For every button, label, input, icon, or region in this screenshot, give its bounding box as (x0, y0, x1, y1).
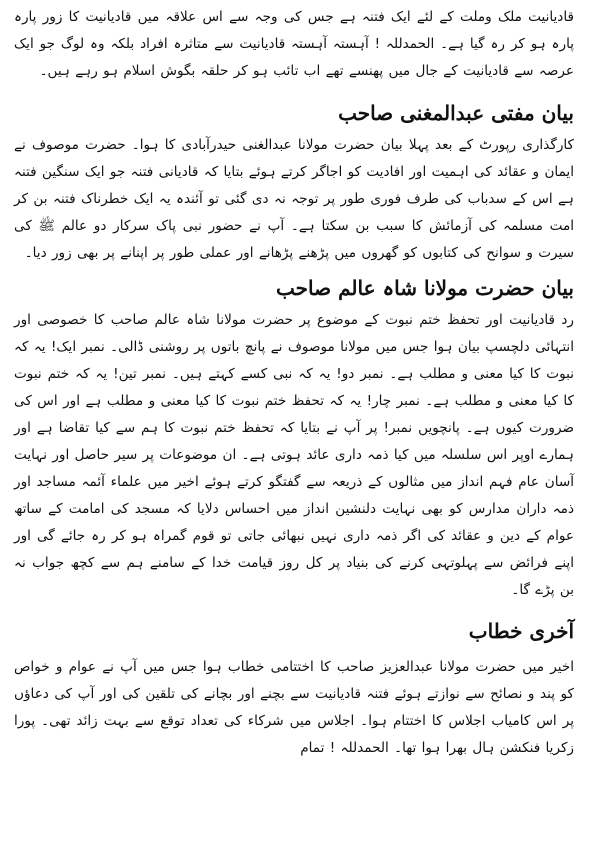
heading-shah-alam: بیان حضرت مولانا شاہ عالم صاحب (276, 276, 574, 300)
heading-final-address: آخری خطاب (468, 619, 574, 643)
shah-alam-speech-paragraph: رد قادیانیت اور تحفظ ختم نبوت کے موضوع پر حضرت مولانا شاہ عالم صاحب کا خصوصی اور انتہائی دلچسپ بیان ہوا جس میں مولانا موصوف نے پانچ باتوں پر روشنی ڈالی۔ نمبر ایک! یہ کہ نبوت کا کیا معنی و مطلب ہے۔ نمبر دو! یہ کہ نبی کسے کہتے ہیں۔ نمبر تین! یہ کہ ختم نبوت کا کیا معنی و مطلب ہے۔ نمبر چار! یہ کہ تحفظ ختم نبوت کا کیا معنی و مطلب ہے اور اس کی ضرورت کیوں ہے۔ پانچویں نمبر! پر آپ نے بتایا کہ تحفظ ختم نبوت کا ہم سے کیا تقاضا ہے اور ہمارے اوپر اس سلسلہ میں کیا ذمہ داری عائد ہوتی ہے۔ ان موضوعات پر سیر حاصل اور نہایت آسان عام فہم انداز میں مثالوں کے ذریعہ سے گفتگو کرتے ہوئے اخیر میں علماء آئمہ مساجد اور ذمہ داران مدارس کو بھی نہایت دلنشین انداز میں احساس دلایا کہ مسجد کی امامت کے ساتھ عوام کے دین و عقائد کی اگر ذمہ داری نہیں نبھائی جاتی تو قوم گمراہ ہو کر رہ جائے گی اور اپنے فرائض سے پہلوتہی کرنے کی بنیاد پر کل روز قیامت خدا کے سامنے ہم سے کچھ جواب نہ بن پڑے گا۔ (14, 312, 574, 598)
mufti-speech-paragraph: کارگذاری رپورٹ کے بعد پہلا بیان حضرت مولانا عبدالغنی حیدرآبادی کا ہوا۔ حضرت موصوف نے ایمان و عقائد کی اہمیت اور افادیت کو اجاگر کرتے ہوئے بتایا کہ قادیانی فتنہ جو ایک سنگین فتنہ ہے اس کے سدباب کی طرف فوری طور پر توجہ نہ دی گئی تو آئندہ یہ ایک خطرناک فتنہ بن کر امت مسلمہ کی آزمائش کا سبب بن سکتا ہے۔ آپ نے حضور نبی پاک سرکار دو عالم ﷺ کی سیرت و سوانح کی کتابوں کو گھروں میں پڑھنے پڑھانے اور عملی طور پر اپنانے پر بھی زور دیا۔ (14, 137, 574, 261)
intro-paragraph: قادیانیت ملک وملت کے لئے ایک فتنہ ہے جس کی وجہ سے اس علاقہ میں قادیانیت کا زور پارہ پارہ ہو کر رہ گیا ہے۔ الحمدللہ ! آہستہ آہستہ قادیانیت سے متاثرہ افراد بلکہ وہ لوگ جو ایک عرصہ سے قادیانیت کے جال میں پھنسے تھے اب تائب ہو کر حلقہ بگوش اسلام ہو رہے ہیں۔ (14, 9, 574, 79)
final-address-paragraph: اخیر میں حضرت مولانا عبدالعزیز صاحب کا اختتامی خطاب ہوا جس میں آپ نے عوام و خواص کو پند و نصائح سے نوازتے ہوئے فتنہ قادیانیت سے بچنے اور بچانے کی تلقین کی اور آپ کی دعاؤں پر اس کامیاب اجلاس کا اختتام ہوا۔ اجلاس میں شرکاء کی تعداد توقع سے بہت زائد تھی۔ پورا زکریا فنکشن ہال بھرا ہوا تھا۔ الحمدللہ ! تمام (14, 659, 574, 756)
heading-mufti-abdul-mughni: بیان مفتی عبدالمغنی صاحب (338, 101, 574, 125)
